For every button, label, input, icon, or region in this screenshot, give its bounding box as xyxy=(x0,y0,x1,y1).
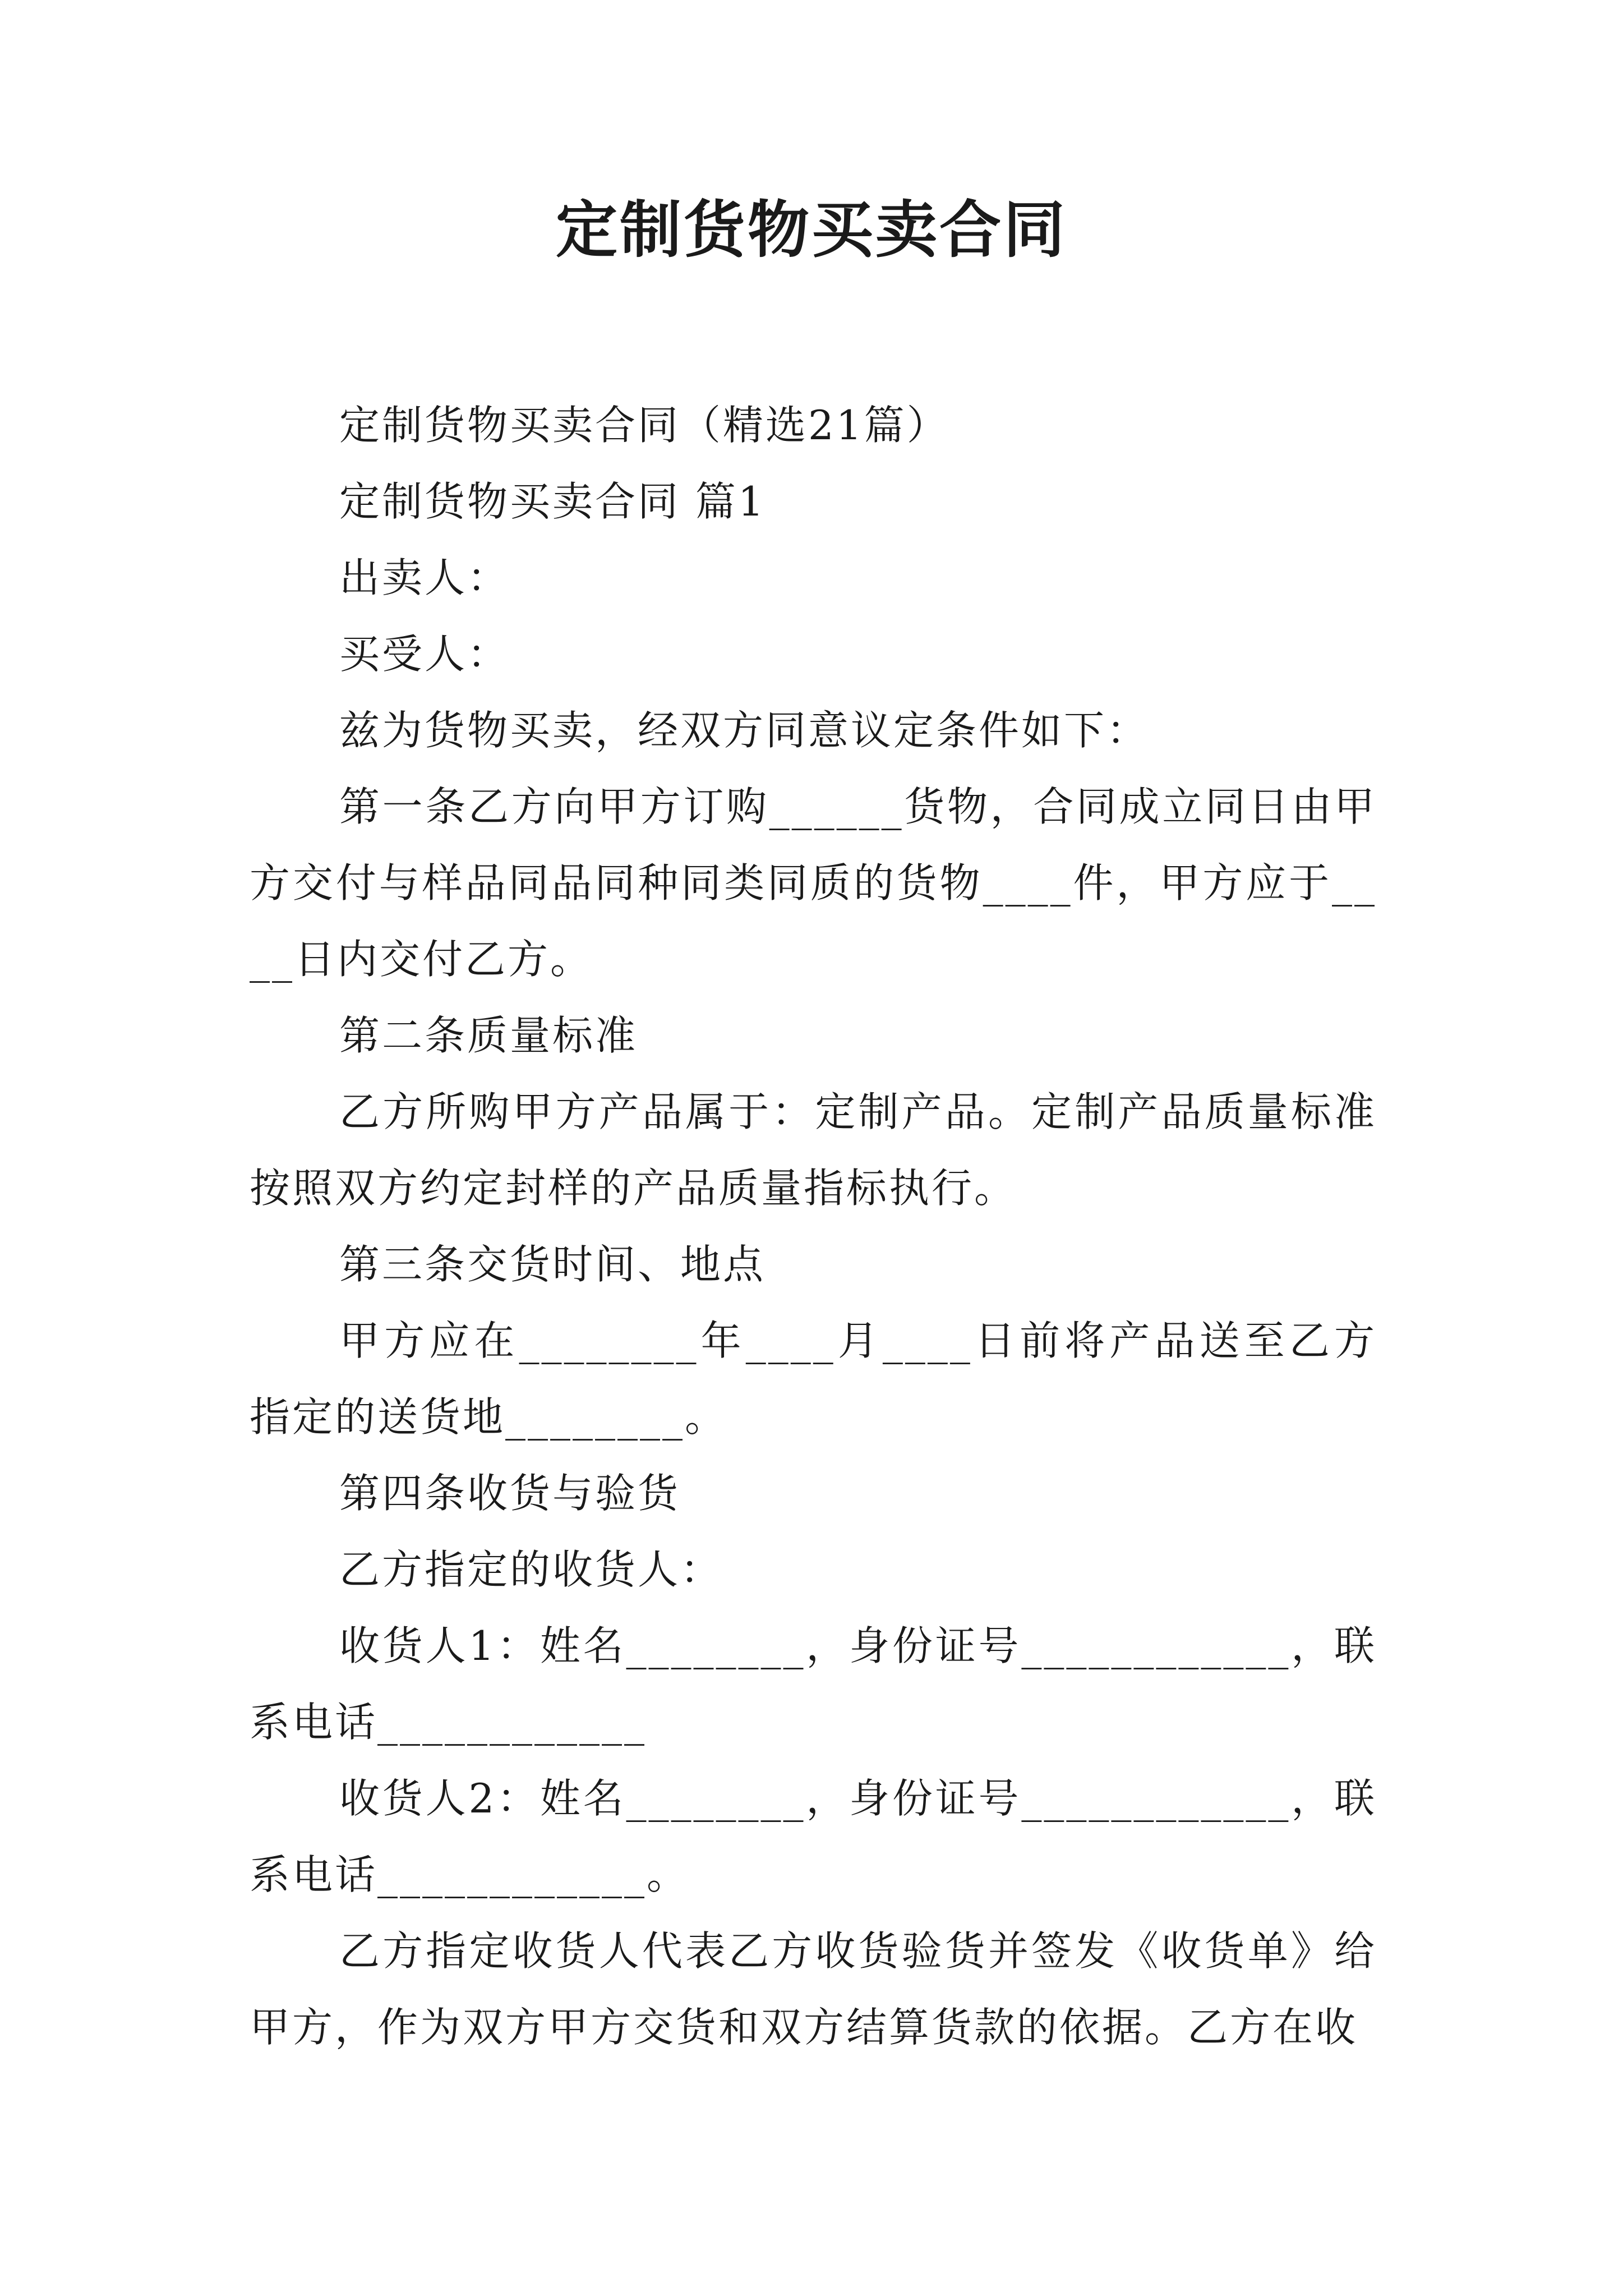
document-body xyxy=(250,387,1377,2065)
paragraph-article-3-body: 甲方应在________年____月____日前将产品送至乙方指定的送货地________。 xyxy=(250,1317,1377,1441)
paragraph-article-2-body: 乙方所购甲方产品属于：定制产品。定制产品质量标准按照双方约定封样的产品质量指标执行。 xyxy=(250,1088,1377,1212)
paragraph-receipt-terms: 乙方指定收货人代表乙方收货验货并签发《收货单》给甲方，作为双方甲方交货和双方结算货款的依据。乙方在收 xyxy=(250,1927,1377,2051)
paragraph-receiver-intro: 乙方指定的收货人： xyxy=(339,1546,723,1593)
paragraph-article-1: 第一条乙方向甲方订购______货物，合同成立同日由甲方交付与样品同品同种同类同质的货物____件，甲方应于____日内交付乙方。 xyxy=(250,783,1377,983)
paragraph-article-2-heading: 第二条质量标准 xyxy=(339,1012,638,1059)
paragraph-preamble: 兹为货物买卖，经双方同意议定条件如下： xyxy=(339,707,1150,754)
paragraph-receiver-2: 收货人2：姓名________，身份证号____________，联系电话____________。 xyxy=(250,1775,1377,1898)
paragraph-receiver-1: 收货人1：姓名________，身份证号____________，联系电话____________ xyxy=(250,1622,1377,1746)
paragraph-subtitle: 定制货物买卖合同（精选21篇） xyxy=(339,402,949,449)
paragraph-article-3-heading: 第三条交货时间、地点 xyxy=(339,1241,766,1288)
document-title: 定制货物买卖合同 xyxy=(556,194,1067,266)
paragraph-section-heading: 定制货物买卖合同 篇1 xyxy=(339,478,766,525)
paragraph-seller: 出卖人： xyxy=(339,554,510,601)
paragraph-article-4-heading: 第四条收货与验货 xyxy=(339,1470,681,1517)
paragraph-buyer: 买受人： xyxy=(339,631,510,678)
